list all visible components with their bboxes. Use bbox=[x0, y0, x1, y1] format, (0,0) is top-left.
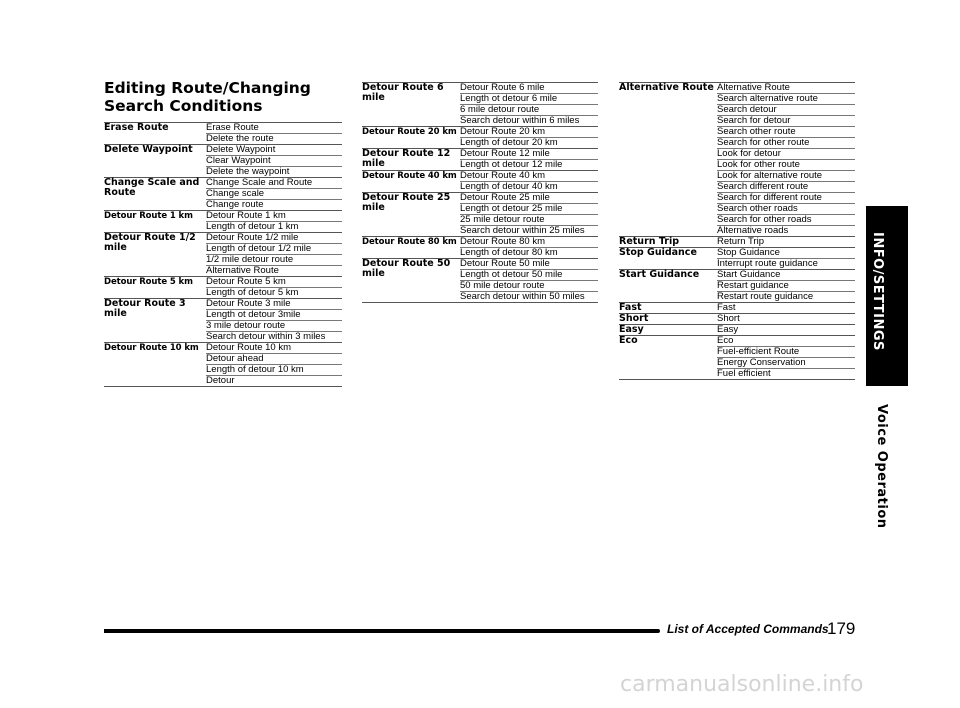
command-row bbox=[619, 248, 855, 259]
command-phrase: Start Guidance bbox=[717, 270, 855, 281]
command-phrase: Search other route bbox=[717, 127, 855, 138]
subsection-tab-label: Voice Operation bbox=[874, 404, 889, 529]
command-row bbox=[104, 277, 342, 288]
command-phrase: Stop Guidance bbox=[717, 248, 855, 259]
command-phrase: Detour Route 10 km bbox=[206, 343, 342, 354]
command-row bbox=[104, 123, 342, 134]
command-row bbox=[104, 211, 342, 222]
command-row bbox=[104, 299, 342, 310]
command-phrase: Length of detour 20 km bbox=[460, 137, 558, 148]
command-term: Start Guidance bbox=[619, 270, 717, 303]
command-phrase: Short bbox=[717, 314, 855, 325]
command-row bbox=[619, 237, 855, 248]
command-phrase: Search different route bbox=[717, 182, 855, 193]
command-phrase: 50 mile detour route bbox=[460, 281, 598, 292]
command-term: Detour Route 80 km bbox=[362, 237, 460, 259]
command-row bbox=[362, 259, 598, 270]
command-phrase: Detour Route 1 km bbox=[206, 211, 342, 222]
command-row bbox=[362, 83, 598, 94]
command-phrase: Detour Route 80 km bbox=[460, 237, 598, 248]
command-phrase: Detour Route 50 mile bbox=[460, 259, 598, 270]
command-phrase: Easy bbox=[717, 325, 855, 336]
command-phrase: Alternative roads bbox=[717, 225, 789, 236]
command-phrase: Clear Waypoint bbox=[206, 156, 342, 167]
command-term: Change Scale and Route bbox=[104, 178, 206, 211]
command-row bbox=[104, 178, 342, 189]
command-phrase: Length of detour 1 km bbox=[206, 221, 299, 232]
command-phrase: Length of detour 40 km bbox=[460, 181, 558, 192]
command-table-3 bbox=[619, 82, 855, 380]
command-phrase: Length ot detour 25 mile bbox=[460, 204, 598, 215]
command-phrase: Detour Route 3 mile bbox=[206, 299, 342, 310]
command-row bbox=[619, 336, 855, 347]
command-phrase: Look for detour bbox=[717, 149, 855, 160]
command-table-2 bbox=[362, 82, 598, 303]
command-phrase: Detour Route 25 mile bbox=[460, 193, 598, 204]
command-row bbox=[362, 237, 598, 248]
command-row bbox=[619, 314, 855, 325]
command-phrase: Fuel efficient bbox=[717, 368, 771, 379]
command-phrase: Detour Route 20 km bbox=[460, 127, 598, 138]
command-phrase: Detour Route 1/2 mile bbox=[206, 233, 342, 244]
command-row bbox=[362, 127, 598, 138]
command-phrase: Length of detour 10 km bbox=[206, 365, 342, 376]
command-phrase: Length ot detour 6 mile bbox=[460, 94, 598, 105]
watermark: carmanualsonline.info bbox=[620, 672, 864, 697]
command-phrase: Detour Route 5 km bbox=[206, 277, 342, 288]
command-row bbox=[362, 171, 598, 182]
command-phrase: Search detour within 3 miles bbox=[206, 331, 326, 342]
command-term: Detour Route 1/2 mile bbox=[104, 233, 206, 277]
command-term: Detour Route 20 km bbox=[362, 127, 460, 149]
command-term: Easy bbox=[619, 325, 717, 336]
command-term: Detour Route 25 mile bbox=[362, 193, 460, 237]
command-table-1 bbox=[104, 122, 342, 387]
command-phrase: Delete the waypoint bbox=[206, 166, 290, 177]
command-term: Alternative Route bbox=[619, 82, 714, 93]
command-term: Detour Route 6 mile bbox=[362, 82, 444, 103]
command-term: Erase Route bbox=[104, 122, 169, 133]
command-row bbox=[619, 303, 855, 314]
command-phrase: Eco bbox=[717, 336, 855, 347]
command-phrase: Search detour within 6 miles bbox=[460, 115, 580, 126]
command-phrase: Look for other route bbox=[717, 160, 855, 171]
command-phrase: 3 mile detour route bbox=[206, 321, 342, 332]
command-row bbox=[104, 145, 342, 156]
command-row bbox=[619, 325, 855, 336]
command-phrase: Search detour within 50 miles bbox=[460, 291, 585, 302]
command-phrase: Change scale bbox=[206, 189, 342, 200]
command-row bbox=[104, 233, 342, 244]
command-term: Eco bbox=[619, 336, 717, 380]
command-row bbox=[619, 270, 855, 281]
command-phrase: Search for other roads bbox=[717, 215, 855, 226]
command-term: Detour Route 50 mile bbox=[362, 259, 460, 303]
command-phrase: Search other roads bbox=[717, 204, 855, 215]
command-column-1 bbox=[104, 122, 342, 387]
command-phrase: Delete the route bbox=[206, 133, 274, 144]
section-tab-label: INFO/SETTINGS bbox=[870, 232, 885, 351]
command-phrase: Look for alternative route bbox=[717, 171, 855, 182]
command-phrase: Detour Route 12 mile bbox=[460, 149, 598, 160]
command-phrase: Detour bbox=[206, 375, 235, 386]
command-phrase: Detour Route 6 mile bbox=[460, 83, 598, 94]
command-phrase: Detour ahead bbox=[206, 354, 342, 365]
command-row bbox=[362, 149, 598, 160]
command-phrase: Search for different route bbox=[717, 193, 855, 204]
footer-rule bbox=[104, 629, 660, 633]
command-term: Short bbox=[619, 314, 717, 325]
command-row bbox=[619, 83, 855, 94]
command-phrase: Detour Route 40 km bbox=[460, 171, 598, 182]
command-term: Detour Route 3 mile bbox=[104, 299, 206, 343]
command-term: Delete Waypoint bbox=[104, 145, 206, 178]
footer-label: List of Accepted Commands bbox=[667, 622, 829, 636]
command-phrase: Alternative Route bbox=[717, 83, 855, 94]
command-phrase: Length of detour 80 km bbox=[460, 247, 558, 258]
command-row bbox=[362, 193, 598, 204]
command-phrase: Search detour within 25 miles bbox=[460, 225, 585, 236]
command-phrase: 25 mile detour route bbox=[460, 215, 598, 226]
command-phrase: Change route bbox=[206, 199, 264, 210]
command-term: Detour Route 40 km bbox=[362, 171, 460, 193]
command-phrase: Search for detour bbox=[717, 116, 855, 127]
command-phrase: Alternative Route bbox=[206, 265, 279, 276]
page-number: 179 bbox=[827, 619, 856, 638]
command-phrase: Restart guidance bbox=[717, 281, 855, 292]
command-phrase: Restart route guidance bbox=[717, 291, 814, 302]
command-phrase: Interrupt route guidance bbox=[717, 258, 818, 269]
command-phrase: Length ot detour 3mile bbox=[206, 310, 342, 321]
command-term: Stop Guidance bbox=[619, 248, 717, 270]
command-term: Fast bbox=[619, 303, 717, 314]
command-phrase: Change Scale and Route bbox=[206, 178, 342, 189]
command-term: Detour Route 5 km bbox=[104, 277, 206, 299]
command-phrase: Energy Conservation bbox=[717, 358, 855, 369]
command-column-2 bbox=[362, 82, 598, 303]
command-phrase: 1/2 mile detour route bbox=[206, 255, 342, 266]
command-phrase: Delete Waypoint bbox=[206, 145, 342, 156]
command-phrase: Erase Route bbox=[206, 123, 342, 134]
command-term: Detour Route 1 km bbox=[104, 211, 206, 233]
page-title: Editing Route/Changing Search Conditions bbox=[104, 79, 311, 115]
command-phrase: Search alternative route bbox=[717, 94, 855, 105]
command-term: Detour Route 10 km bbox=[104, 343, 206, 387]
command-term: Return Trip bbox=[619, 237, 717, 248]
command-phrase: Length of detour 1/2 mile bbox=[206, 244, 342, 255]
command-phrase: Fuel-efficient Route bbox=[717, 347, 855, 358]
command-term: Detour Route 12 mile bbox=[362, 149, 460, 171]
command-phrase: Length of detour 5 km bbox=[206, 287, 299, 298]
command-phrase: Length ot detour 12 mile bbox=[460, 159, 563, 170]
command-phrase: Length ot detour 50 mile bbox=[460, 270, 598, 281]
command-column-3 bbox=[619, 82, 855, 380]
command-phrase: Fast bbox=[717, 303, 855, 314]
command-phrase: Search detour bbox=[717, 105, 855, 116]
command-row bbox=[104, 343, 342, 354]
command-phrase: Search for other route bbox=[717, 138, 855, 149]
section-tab-divider bbox=[908, 210, 912, 510]
command-phrase: 6 mile detour route bbox=[460, 105, 598, 116]
command-phrase: Return Trip bbox=[717, 237, 855, 248]
